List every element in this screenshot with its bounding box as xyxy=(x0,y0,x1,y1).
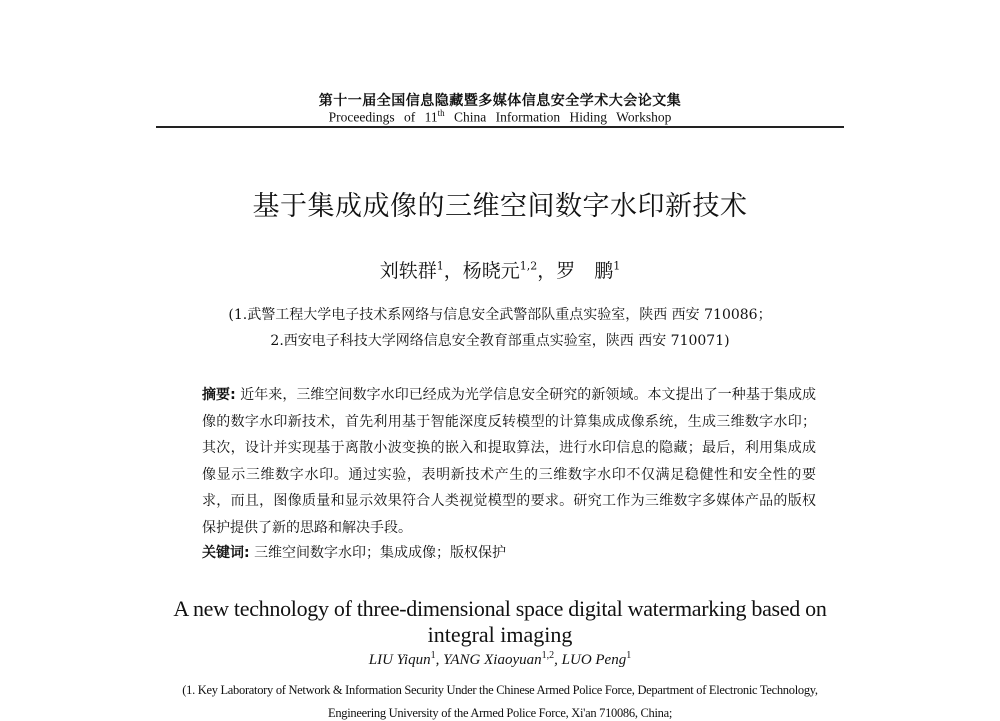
proceedings-prefix: Proceedings of 11 xyxy=(328,109,438,125)
paper-title-en-line1: A new technology of three-dimensional space digital watermarking based on xyxy=(173,596,827,621)
author-name-en: LUO Peng xyxy=(561,652,627,668)
header-rule xyxy=(156,126,844,128)
keywords-text: 三维空间数字水印；集成成像；版权保护 xyxy=(254,545,507,561)
author-name: 罗 鹏 xyxy=(556,260,614,282)
abstract-text: 近年来，三维空间数字水印已经成为光学信息安全研究的新领域。本文提出了一种基于集成成像的数字水印新技术，首先利用基于智能深度反转模型的计算集成成像系统，生成三维数字水印；其次，设计并实现基于离散小波变换的嵌入和提取算法，进行水印信息的隐藏；最后，利用集成成像显示三维数字水印。通过实验，表明新技术产生的三维数字水印不仅满足稳健性和安全性的要求，而且，图像质量和显示效果符合人类视觉模型的要求。研究工作为三维数字多媒体产品的版权保护提供了新的思路和解决手段。 xyxy=(202,387,817,536)
affiliation-cn-2: 2.西安电子科技大学网络信息安全教育部重点实验室，陕西 西安 710071) xyxy=(270,333,730,349)
authors-cn: 刘轶群$^1$，杨晓元$^{1,2}$，罗 鹏$^1$ xyxy=(379,259,621,282)
author-sup-en: 1 xyxy=(430,650,436,661)
keywords xyxy=(202,542,816,562)
affiliation-en-1: (1. Key Laboratory of Network & Information Security Under the Chinese Armed Police Force, Department of Electronic Technology, xyxy=(182,683,818,697)
author-name-en: YANG Xiaoyuan xyxy=(443,652,542,668)
paper-title-en-line2: integral imaging xyxy=(427,622,573,647)
abstract-label: 摘要: xyxy=(202,387,236,403)
author-sup: 1 xyxy=(613,259,621,273)
proceedings-sup: th xyxy=(437,108,445,118)
author-sup: 1 xyxy=(436,259,444,273)
proceedings-line xyxy=(0,108,1000,126)
author-sup-en: 1,2 xyxy=(541,650,555,661)
affiliation-en-2: Engineering University of the Armed Police Force, Xi'an 710086, China; xyxy=(327,706,673,720)
proceedings-suffix: China Information Hiding Workshop xyxy=(444,109,672,125)
paper-title-cn: 基于集成成像的三维空间数字水印新技术 xyxy=(252,191,748,222)
author-name: 杨晓元 xyxy=(462,260,520,282)
conference-title-cn: 第十一届全国信息隐藏暨多媒体信息安全学术大会论文集 xyxy=(318,93,682,109)
authors-en: LIU Yiqun$^1$, YANG Xiaoyuan$^{1,2}$, LUO Peng$^1$ xyxy=(368,650,632,668)
abstract xyxy=(202,382,816,542)
author-name: 刘轶群 xyxy=(379,260,437,282)
keywords-label: 关键词: xyxy=(202,545,250,561)
author-sup-en: 1 xyxy=(626,650,632,661)
author-sup: 1,2 xyxy=(519,259,538,273)
author-name-en: LIU Yiqun xyxy=(368,652,431,668)
affiliation-cn-1: (1.武警工程大学电子技术系网络与信息安全武警部队重点实验室，陕西 西安 710086； xyxy=(228,307,772,323)
